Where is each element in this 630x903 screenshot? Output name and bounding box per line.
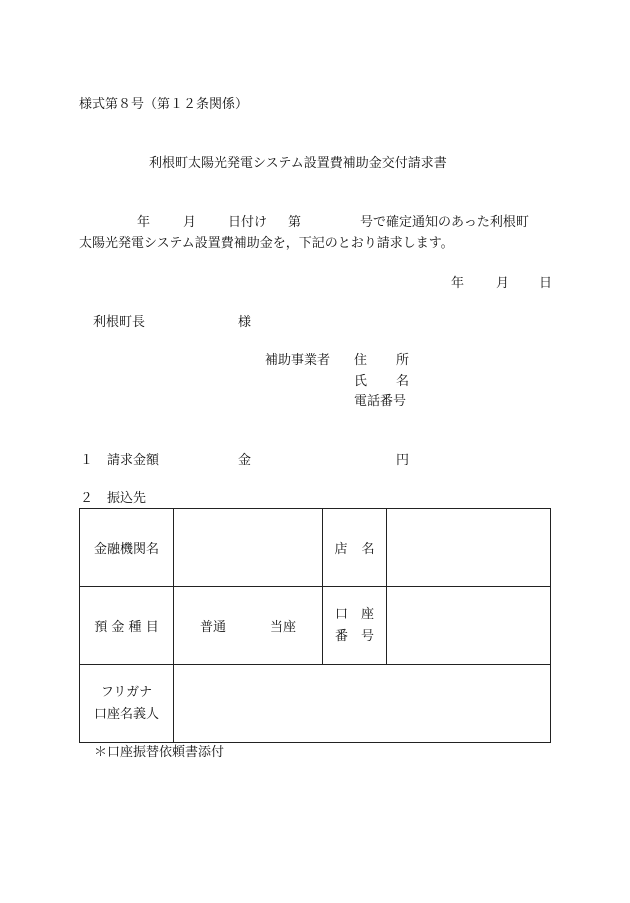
applicant-label: 補助事業者 (265, 353, 331, 368)
body-line2: 太陽光発電システム設置費補助金を，下記のとおり請求します。 (79, 236, 454, 251)
branch-label-a: 店 (334, 542, 348, 557)
table-row (80, 665, 551, 743)
address-label-a: 住 (354, 353, 368, 368)
item2-label: 振込先 (107, 491, 147, 506)
form-number: 様式第８号（第１２条関係） (79, 97, 249, 112)
account-number-label-line1: 口 座 (334, 606, 374, 622)
bank-value-cell[interactable] (174, 509, 323, 587)
deposit-label: 預 金 種 目 (94, 620, 159, 635)
item1-number: １ (80, 453, 94, 468)
item2-number: ２ (80, 491, 94, 506)
body-day-dated: 日付け (228, 215, 268, 230)
holder-label: 口座名義人 (93, 706, 159, 722)
footnote: ＊口座振替依頼書添付 (94, 745, 225, 760)
date-month: 月 (496, 276, 510, 291)
branch-label-cell (323, 509, 387, 587)
branch-value-cell[interactable] (387, 509, 551, 587)
table-row (80, 509, 551, 587)
body-month: 月 (183, 215, 197, 230)
address-label-b: 所 (396, 353, 410, 368)
account-number-label-line2: 番 号 (334, 628, 374, 644)
body-dai: 第 (288, 215, 302, 230)
body-line1-rest: 号で確定通知のあった利根町 (360, 215, 529, 230)
bank-label-cell (80, 509, 174, 587)
account-number-label-cell (323, 587, 387, 665)
item1-label: 請求金額 (107, 453, 160, 468)
deposit-ordinary[interactable]: 普通 (199, 620, 226, 635)
account-number-value-cell[interactable] (387, 587, 551, 665)
page-title: 利根町太陽光発電システム設置費補助金交付請求書 (149, 156, 447, 171)
deposit-value-cell (174, 587, 323, 665)
name-label-b: 名 (396, 374, 410, 389)
phone-label: 電話番号 (354, 394, 407, 409)
date-day: 日 (539, 276, 553, 291)
account-table (79, 508, 551, 743)
holder-value-cell[interactable] (174, 665, 551, 743)
date-year: 年 (451, 276, 465, 291)
addressee-honorific: 様 (238, 315, 252, 330)
furigana-label: フリガナ (100, 684, 153, 700)
deposit-current[interactable]: 当座 (270, 620, 297, 635)
item1-kin: 金 (238, 453, 252, 468)
body-year: 年 (137, 215, 151, 230)
item1-yen: 円 (396, 453, 410, 468)
addressee-name: 利根町長 (93, 315, 146, 330)
bank-label: 金融機関名 (93, 542, 159, 557)
holder-label-cell (80, 665, 174, 743)
name-label-a: 氏 (354, 374, 368, 389)
branch-label-b: 名 (361, 542, 375, 557)
deposit-label-cell (80, 587, 174, 665)
table-row (80, 587, 551, 665)
